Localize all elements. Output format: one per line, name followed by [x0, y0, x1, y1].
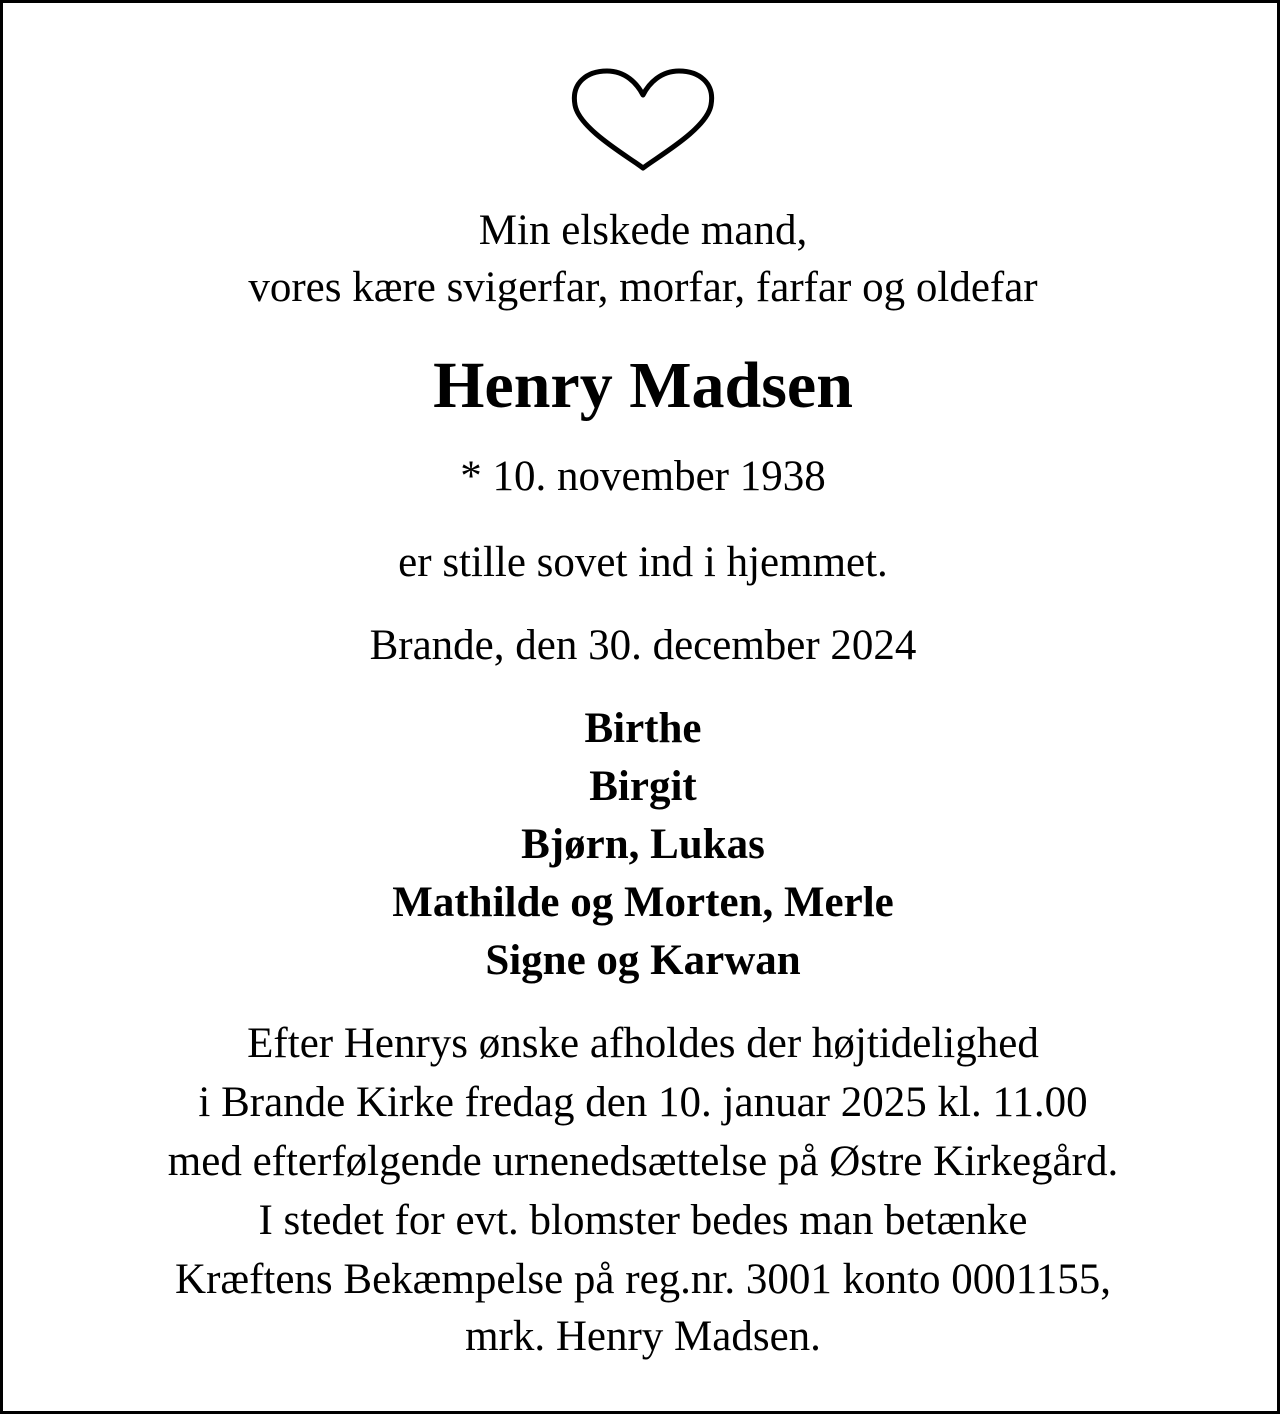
place-date: Brande, den 30. december 2024	[369, 622, 917, 669]
family-member: Birgit	[589, 763, 697, 810]
family-member: Birthe	[584, 705, 702, 752]
family-member: Signe og Karwan	[485, 937, 801, 984]
intro-line-2: vores kære svigerfar, morfar, farfar og oldefar	[248, 264, 1038, 311]
family-member: Mathilde og Morten, Merle	[392, 879, 894, 926]
notice-line: Efter Henrys ønske afholdes der højtidelighed	[247, 1020, 1039, 1067]
deceased-name: Henry Madsen	[433, 349, 853, 422]
notice-line: Kræftens Bekæmpelse på reg.nr. 3001 konto 0001155,	[175, 1256, 1111, 1303]
notice-line: med efterfølgende urnenedsættelse på Østre Kirkegård.	[167, 1138, 1119, 1185]
notice-line: I stedet for evt. blomster bedes man betænke	[258, 1197, 1028, 1244]
birth-date: * 10. november 1938	[460, 453, 826, 500]
heart-icon	[569, 67, 717, 173]
passing-text: er stille sovet ind i hjemmet.	[398, 539, 888, 586]
notice-line: i Brande Kirke fredag den 10. januar 2025 kl. 11.00	[198, 1079, 1088, 1126]
notice-line: mrk. Henry Madsen.	[465, 1313, 821, 1360]
intro-line-1: Min elskede mand,	[478, 207, 808, 254]
family-member: Bjørn, Lukas	[521, 821, 765, 868]
